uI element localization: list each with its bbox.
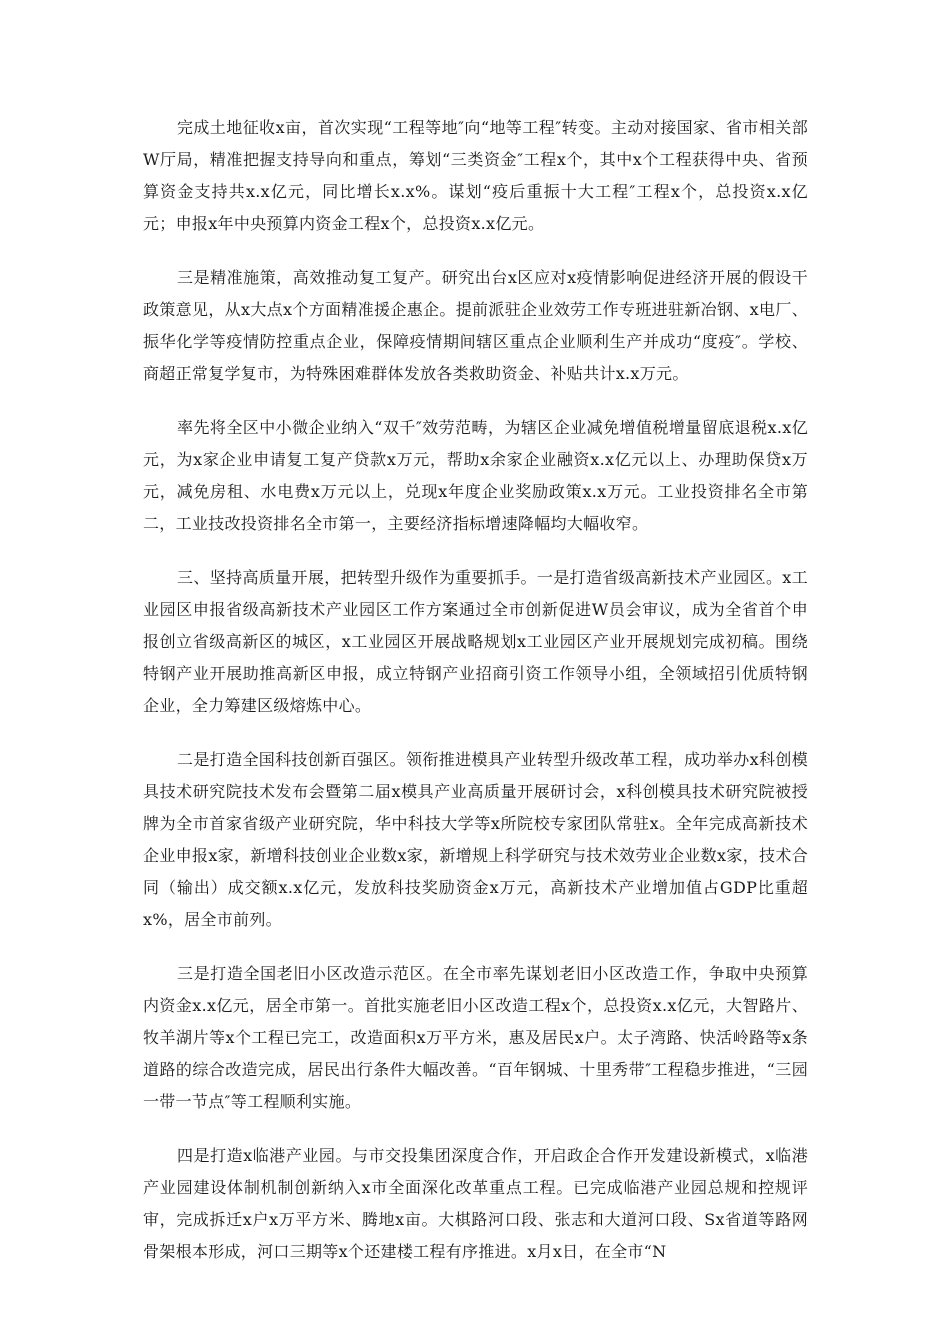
paragraph-high-quality-development: 三、坚持高质量开展，把转型升级作为重要抓手。一是打造省级高新技术产业园区。x工业园区申报省级高新技术产业园区工作方案通过全市创新促进W员会审议，成为全省首个申报创立省级高新区的城区，x工业园区开展战略规划x工业园区产业开展规划完成初稿。围绕特钢产业开展助推高新区申报，成立特钢产业招商引资工作领导小组，全领域招引优质特钢企业，全力筹建区级熔炼中心。 — [143, 568, 808, 715]
paragraph-old-community-renovation: 三是打造全国老旧小区改造示范区。在全市率先谋划老旧小区改造工作，争取中央预算内资金x.x亿元，居全市第一。首批实施老旧小区改造工程x个，总投资x.x亿元，大智路片、牧羊湖片等x个工程已完工，改造面积x万平方米，惠及居民x户。太子湾路、快活岭路等x条道路的综合改造完成，居民出行条件大幅改善。“百年钢城、十里秀带″工程稳步推进，“三园一带一节点″等工程顺利实施。 — [143, 964, 808, 1111]
paragraph-port-industrial-park: 四是打造x临港产业园。与市交投集团深度合作，开启政企合作开发建设新模式，x临港产业园建设体制机制创新纳入x市全面深化改革重点工程。已完成临港产业园总规和控规评审，完成拆迁x户x万平方米、腾地x亩。大棋路河口段、张志和大道河口段、Sx省道等路网骨架根本形成，河口三期等x个还建楼工程有序推进。x月x日，在全市“N — [143, 1146, 808, 1261]
document-body — [143, 112, 808, 1290]
paragraph-land-acquisition: 完成土地征收x亩，首次实现“工程等地″向“地等工程″转变。主动对接国家、省市相关部W厅局，精准把握支持导向和重点，筹划“三类资金″工程x个，其中x个工程获得中央、省预算资金支持共x.x亿元，同比增长x.x%。谋划“疫后重振十大工程″工程x个，总投资x.x亿元；申报x年中央预算内资金工程x个，总投资x.x亿元。 — [143, 118, 808, 233]
paragraph-resumption-of-work: 三是精准施策，高效推动复工复产。研究出台x区应对x疫情影响促进经济开展的假设干政策意见，从x大点x个方面精准援企惠企。提前派驻企业效劳工作专班进驻新冶钢、x电厂、振华化学等疫情防控重点企业，保障疫情期间辖区重点企业顺利生产并成功“度疫″。学校、商超正常复学复市，为特殊困难群体发放各类救助资金、补贴共计x.x万元。 — [143, 268, 808, 383]
paragraph-sme-support: 率先将全区中小微企业纳入“双千″效劳范畴，为辖区企业减免增值税增量留底退税x.x亿元，为x家企业申请复工复产贷款x万元，帮助x余家企业融资x.x亿元以上、办理助保贷x万元，减免房租、水电费x万元以上，兑现x年度企业奖励政策x.x万元。工业投资排名全市第二，工业技改投资排名全市第一，主要经济指标增速降幅均大幅收窄。 — [143, 418, 808, 533]
paragraph-tech-innovation: 二是打造全国科技创新百强区。领衔推进模具产业转型升级改革工程，成功举办x科创模具技术研究院技术发布会暨第二届x模具产业高质量开展研讨会，x科创模具技术研究院被授牌为全市首家省级产业研究院，华中科技大学等x所院校专家团队常驻x。全年完成高新技术企业申报x家，新增科技创业企业数x家，新增规上科学研究与技术效劳业企业数x家，技术合同（输出）成交额x.x亿元，发放科技奖励资金x万元，高新技术产业增加值占GDP比重超x%，居全市前列。 — [143, 750, 808, 929]
